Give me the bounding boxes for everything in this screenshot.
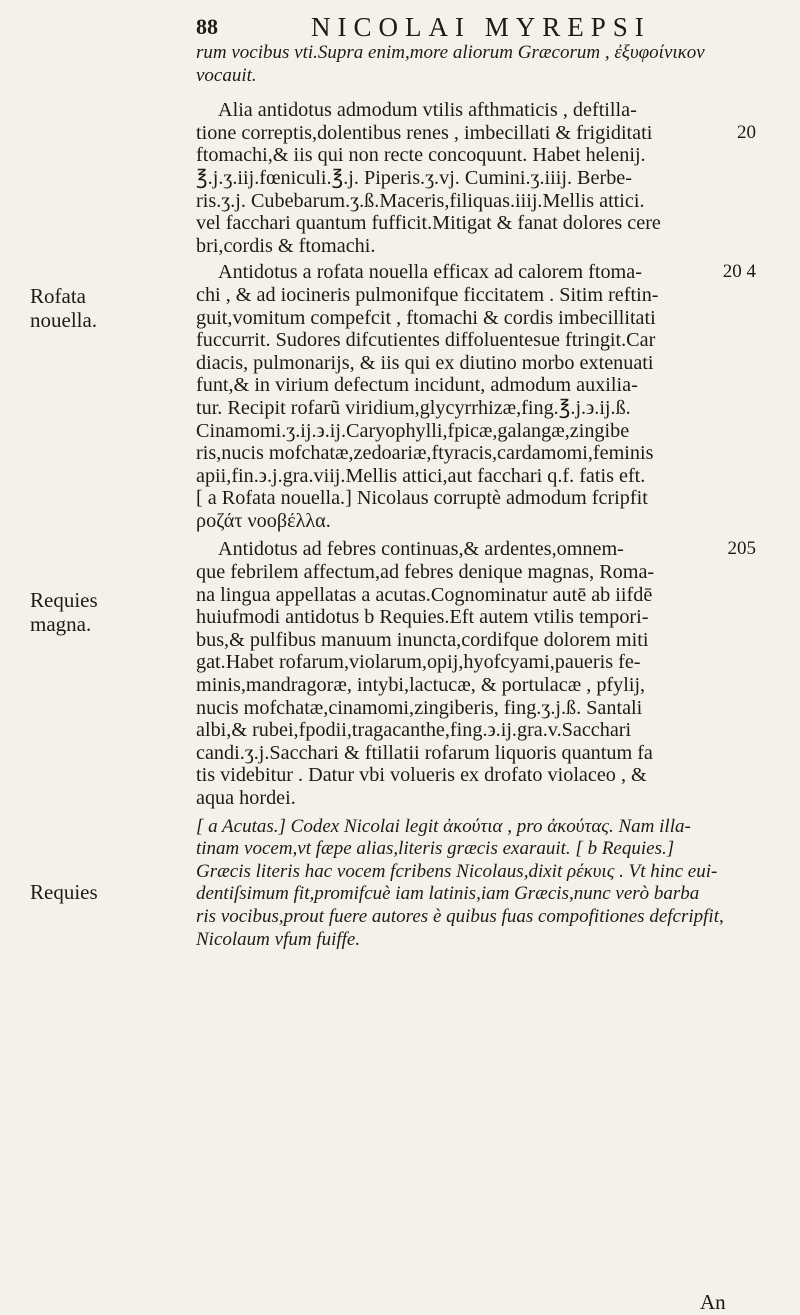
text-line-row bbox=[196, 99, 756, 122]
line-number: 20 4 bbox=[722, 261, 756, 283]
text-line-row bbox=[196, 122, 756, 145]
text-line-row bbox=[196, 674, 756, 697]
margin-note-requies: Requies bbox=[30, 880, 98, 904]
text-line-row bbox=[196, 719, 756, 742]
text-line-row bbox=[196, 442, 756, 465]
text-line-row bbox=[196, 374, 756, 397]
text-line: Cinamomi.ʒ.ij.϶.ij.Caryophylli,fpicæ,galangæ,zingibe bbox=[196, 419, 630, 442]
text-line: chi , & ad iocineris pulmonifque ficcitatem . Sitim reftin- bbox=[196, 283, 659, 306]
text-line-row bbox=[196, 561, 756, 584]
text-line-row bbox=[196, 307, 756, 330]
margin-note-requies-magna: Requies magna. bbox=[30, 588, 98, 636]
text-line-row bbox=[196, 629, 756, 652]
text-line-row bbox=[196, 167, 756, 190]
text-line-row bbox=[196, 816, 756, 839]
text-line: tis videbitur . Datur vbi volueris ex drofato violaceo , & bbox=[196, 764, 647, 787]
text-line-row bbox=[196, 883, 756, 906]
text-line-row bbox=[196, 65, 756, 88]
text-line: albi,& rubei,fpodii,tragacanthe,fing.϶.ij.gra.v.Sacchari bbox=[196, 719, 632, 742]
text-line: apii,fin.϶.j.gra.viij.Mellis attici,aut facchari q.f. fatis eft. bbox=[196, 464, 646, 487]
text-line: [ a Rofata nouella.] Nicolaus corruptè admodum fcripfit bbox=[196, 487, 648, 510]
catchword: An bbox=[700, 1290, 726, 1314]
text-line-row bbox=[196, 764, 756, 787]
text-line-row bbox=[196, 212, 756, 235]
text-line-row bbox=[196, 329, 756, 352]
line-number: 205 bbox=[727, 538, 756, 560]
text-line: na lingua appellatas a acutas.Cognominatur autē ab iifdē bbox=[196, 583, 653, 606]
text-line: funt,& in virium defectum incidunt, admodum auxilia- bbox=[196, 374, 638, 397]
text-line-row bbox=[196, 465, 756, 488]
page-number: 88 bbox=[196, 14, 218, 39]
text-line-row bbox=[196, 929, 756, 952]
text-line: Antidotus a rofata nouella efficax ad calorem ftoma- bbox=[218, 261, 642, 284]
text-line: tione correptis,dolentibus renes , imbecillati & frigiditati bbox=[196, 121, 653, 144]
text-line: Antidotus ad febres continuas,& ardentes,omnem- bbox=[218, 538, 624, 561]
text-line: candi.ʒ.j.Sacchari & ftillatii rofarum liquoris quantum fa bbox=[196, 741, 653, 764]
text-line: gat.Habet rofarum,violarum,opij,hyofcyami,paueris fe- bbox=[196, 651, 641, 674]
text-line-row bbox=[196, 42, 756, 65]
text-line-row bbox=[196, 838, 756, 861]
text-line-row bbox=[196, 584, 756, 607]
line-number: 20 bbox=[737, 121, 756, 143]
text-line: ℥.j.ʒ.iij.fœniculi.℥.j. Piperis.ʒ.vj. Cumini.ʒ.iiij. Berbe- bbox=[196, 166, 632, 189]
text-line: minis,mandragoræ, intybi,lactucæ, & portulacæ , pfylij, bbox=[196, 674, 646, 697]
text-line: Nicolaum vfum fuiffe. bbox=[196, 928, 361, 950]
text-line: ris.ʒ.j. Cubebarum.ʒ.ß.Maceris,filiquas.iiij.Mellis attici. bbox=[196, 189, 645, 212]
text-line-row bbox=[196, 261, 756, 284]
text-line: que febrilem affectum,ad febres denique magnas, Roma- bbox=[196, 561, 655, 584]
text-line: diacis, pulmonarijs, & iis qui ex diutino morbo extenuati bbox=[196, 351, 654, 374]
paragraph-p3 bbox=[196, 261, 756, 532]
text-line: fuccurrit. Sudores difcutientes diffoluentesue ftringit.Car bbox=[196, 329, 656, 352]
text-line-row bbox=[196, 906, 756, 929]
text-line-row bbox=[196, 352, 756, 375]
text-line-row bbox=[196, 420, 756, 443]
text-line: bus,& pulfibus manuum inuncta,cordifque dolorem miti bbox=[196, 628, 649, 651]
paragraph-p4 bbox=[196, 538, 756, 809]
paragraph-p1 bbox=[196, 42, 756, 87]
running-title: NICOLAI MYREPSI bbox=[311, 12, 651, 42]
text-line-row bbox=[196, 697, 756, 720]
text-line-row bbox=[196, 742, 756, 765]
text-line-row bbox=[196, 538, 756, 561]
text-line: nucis mofchatæ,cinamomi,zingiberis, fing.ʒ.j.ß. Santali bbox=[196, 696, 643, 719]
text-line-row bbox=[196, 235, 756, 258]
paragraph-p5 bbox=[196, 816, 756, 952]
text-line: ris vocibus,prout fuere autores è quibus fuas compofitiones defcripfit, bbox=[196, 905, 724, 927]
text-line-row bbox=[196, 190, 756, 213]
text-line: Græcis literis hac vocem fcribens Nicolaus,dixit ρέκυις . Vt hinc eui- bbox=[196, 860, 718, 882]
text-line: bri,cordis & ftomachi. bbox=[196, 234, 376, 257]
text-line-row bbox=[196, 606, 756, 629]
margin-note-rosata: Rofata nouella. bbox=[30, 284, 98, 332]
text-line: tinam vocem,vt fæpe alias,literis græcis exarauit. [ b Requies.] bbox=[196, 838, 675, 860]
text-line: rum vocibus vti.Supra enim,more aliorum Græcorum , ἐξυφοίνικον bbox=[196, 42, 705, 63]
text-line: dentiſsimum fit,promifcuè iam latinis,iam Græcis,nunc verò barba bbox=[196, 883, 700, 905]
page-header bbox=[196, 8, 756, 44]
text-line: ris,nucis mofchatæ,zedoariæ,ftyracis,cardamomi,feminis bbox=[196, 442, 654, 465]
text-line-row bbox=[196, 284, 756, 307]
text-line: Alia antidotus admodum vtilis afthmaticis , deftilla- bbox=[218, 99, 637, 122]
text-line: tur. Recipit rofarũ viridium,glycyrrhizæ,fing.℥.j.϶.ij.ß. bbox=[196, 396, 631, 419]
text-line: ροζάτ νοοβέλλα. bbox=[196, 509, 331, 532]
text-line: guit,vomitum compefcit , ftomachi & cordis imbecillitati bbox=[196, 306, 656, 329]
body-text bbox=[196, 42, 756, 951]
text-line: vocauit. bbox=[196, 64, 257, 86]
text-line: vel facchari quantum fufficit.Mitigat & fanat dolores cere bbox=[196, 212, 661, 235]
text-line-row bbox=[196, 651, 756, 674]
text-line: [ a Acutas.] Codex Nicolai legit ἀκούτια , pro ἀκούτας. Nam illa- bbox=[196, 815, 691, 837]
text-line-row bbox=[196, 861, 756, 884]
text-line: aqua hordei. bbox=[196, 787, 296, 809]
paragraph-gap bbox=[196, 87, 756, 99]
text-line-row bbox=[196, 144, 756, 167]
text-line-row bbox=[196, 510, 756, 533]
text-line-row bbox=[196, 487, 756, 510]
text-line: huiufmodi antidotus b Requies.Eft autem vtilis tempori- bbox=[196, 606, 649, 629]
text-line-row bbox=[196, 397, 756, 420]
text-line: ftomachi,& iis qui non recte concoquunt. Habet helenij. bbox=[196, 144, 646, 167]
text-line-row bbox=[196, 787, 756, 810]
paragraph-p2 bbox=[196, 99, 756, 257]
